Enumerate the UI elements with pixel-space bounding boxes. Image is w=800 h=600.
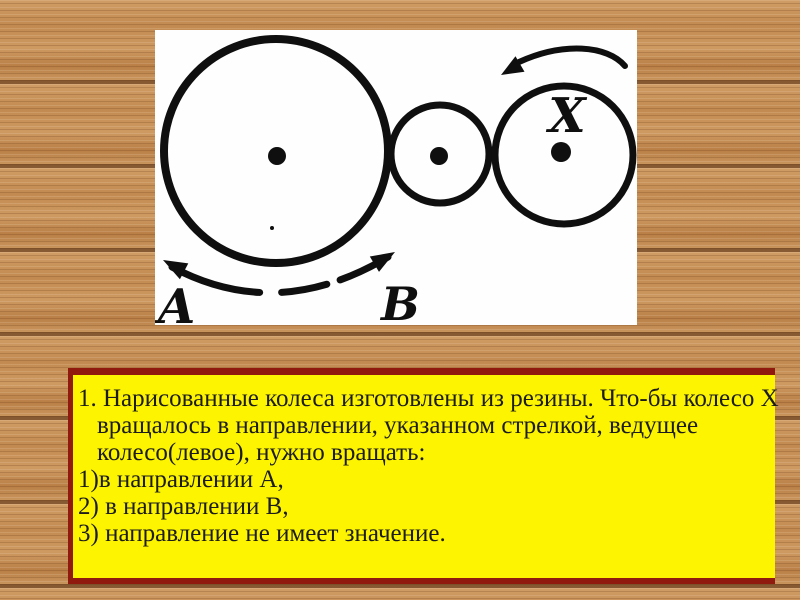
question-text-block bbox=[73, 375, 779, 547]
label-wheel-x: X bbox=[548, 88, 586, 144]
answer-option-1: 1)в направлении А, bbox=[78, 466, 284, 493]
hub-dot-middle bbox=[430, 147, 448, 165]
diagram-panel bbox=[155, 30, 637, 325]
ink-speck bbox=[270, 226, 274, 230]
hub-dot-x bbox=[551, 142, 571, 162]
answer-option-2: 2) в направлении В, bbox=[78, 493, 289, 520]
question-panel bbox=[68, 368, 779, 584]
wheels-diagram bbox=[155, 30, 637, 325]
question-line-1: 1. Нарисованные колеса изготовлены из резины. Что-бы колесо X bbox=[78, 385, 779, 412]
answer-option-3: 3) направление не имеет значение. bbox=[78, 520, 446, 547]
rotation-arrow-x-shaft bbox=[519, 49, 625, 66]
hub-dot-large bbox=[268, 147, 286, 165]
label-direction-a: A bbox=[158, 279, 196, 325]
question-line-3: колесо(левое), нужно вращать: bbox=[97, 439, 426, 466]
label-direction-b: B bbox=[381, 277, 420, 325]
question-line-2: вращалось в направлении, указанном стрелкой, ведущее bbox=[97, 412, 699, 439]
